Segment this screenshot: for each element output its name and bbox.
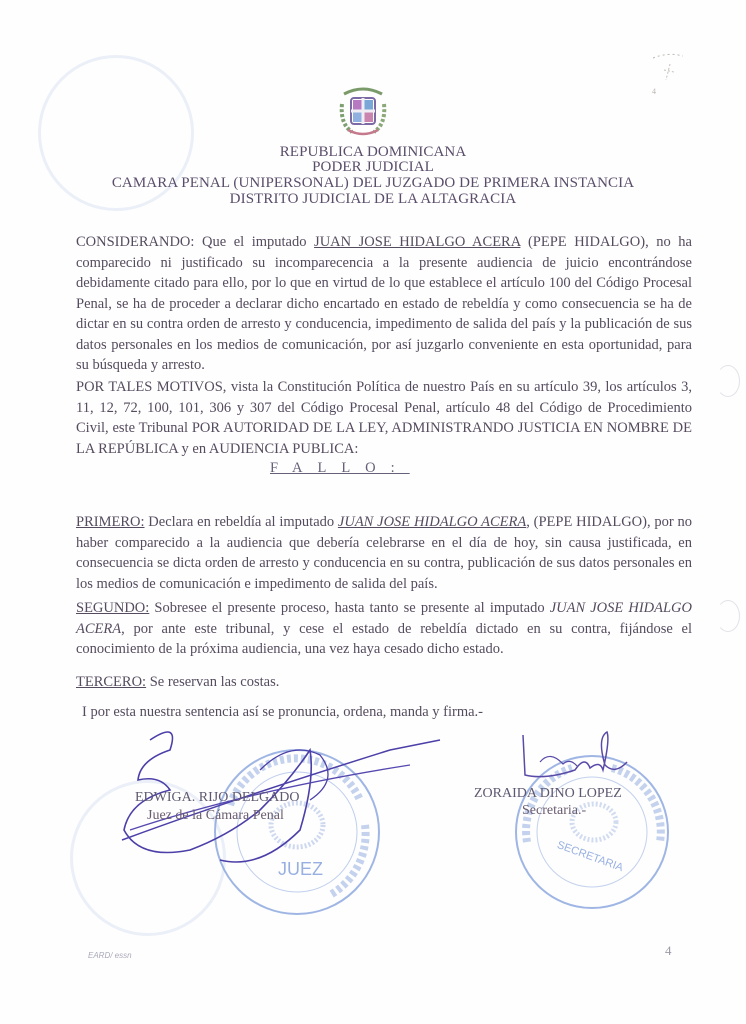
tercero-paragraph: TERCERO: Se reservan las costas. — [76, 674, 280, 690]
svg-text:4: 4 — [652, 87, 656, 96]
typist-reference: EARD/ essn — [88, 951, 132, 960]
defendant-name: JUAN JOSE HIDALGO ACERA — [337, 514, 527, 530]
page-number: 4 — [665, 943, 672, 958]
segundo-paragraph: SEGUNDO: Sobresee el presente proceso, hasta tanto se presente al imputado JUAN JOSE HIDALGO ACERA, por ante este tribunal, y cese el estado de rebeldía dictado en su contra, fijándose el conocimiento de la próxima audiencia, una vez haya cesado dicho estado. — [76, 600, 692, 657]
defendant-name: JUAN JOSE HIDALGO ACERA — [76, 600, 692, 637]
dominican-coat-of-arms-icon — [338, 84, 388, 138]
considerando-paragraph: CONSIDERANDO: Que el imputado JUAN JOSE HIDALGO ACERA (PEPE HIDALGO), no ha comparecido ni justificado su incomparecencia a la presente audiencia de juicio encontrándose debidamente citado para ello, por lo que en virtud de lo que establece el artículo 100 del Código Procesal Penal, se ha de proceder a declarar dicho encartado en estado de rebeldía y como consecuencia se ha de dictar en su contra orden de arresto y conducencia, impedimento de salida del país y la publicación de sus datos personales en los medios de comunicación, por así juzgarlo conveniente en esta oportunidad, para su búsqueda y arresto. — [76, 234, 692, 373]
header-branch: PODER JUDICIAL — [312, 159, 434, 175]
handwritten-corner-mark-icon — [648, 50, 698, 100]
considerando-label: CONSIDERANDO: — [76, 234, 195, 250]
judge-name: EDWIGA. RIJO DELGADO — [135, 790, 300, 805]
primero-label: PRIMERO: — [76, 514, 145, 530]
fallo-heading: FALLO: — [270, 460, 410, 476]
header-court: CAMARA PENAL (UNIPERSONAL) DEL JUZGADO DE PRIMERA INSTANCIA — [111, 175, 635, 191]
primero-paragraph: PRIMERO: Declara en rebeldía al imputado JUAN JOSE HIDALGO ACERA, (PEPE HIDALGO), por no haber comparecido a la audiencia que debería celebrarse en el día de hoy, sin causa justificada, en consecuencia se dicta orden de arresto y conducencia en su contra, publicación de sus datos personales en los medios de comunicación e impedimento de salida del país. — [76, 514, 692, 592]
defendant-name: JUAN JOSE HIDALGO ACERA — [314, 234, 521, 250]
punch-hole-mark — [716, 600, 740, 632]
punch-hole-mark — [716, 365, 740, 397]
svg-text:JUEZ: JUEZ — [278, 859, 323, 879]
closing-statement: I por esta nuestra sentencia así se pronuncia, ordena, manda y firma.- — [82, 704, 484, 720]
motivos-paragraph: POR TALES MOTIVOS, vista la Constitución Política de nuestro País en su artículo 39, los artículos 3, 11, 12, 72, 100, 101, 306 y 307 del Código Procesal Penal, artículo 48 del Código de Procedimiento Civil, este Tribunal POR AUTORIDAD DE LA LEY, ADMINISTRANDO JUSTICIA EN NOMBRE DE LA REPÚBLICA y en AUDIENCIA PUBLICA: — [76, 379, 692, 457]
secretary-name: ZORAIDA DINO LOPEZ — [474, 786, 622, 801]
tercero-label: TERCERO: — [76, 674, 147, 690]
secretary-role: Secretaria.- — [522, 803, 587, 818]
judge-role: Juez de la Cámara Penal — [147, 808, 284, 823]
svg-text:SECRETARIA: SECRETARIA — [555, 839, 625, 875]
segundo-label: SEGUNDO: — [76, 600, 150, 616]
secretary-signature-icon — [515, 730, 635, 790]
header-district: DISTRITO JUDICIAL DE LA ALTAGRACIA — [229, 191, 517, 207]
header-country: REPUBLICA DOMINICANA — [279, 144, 467, 160]
